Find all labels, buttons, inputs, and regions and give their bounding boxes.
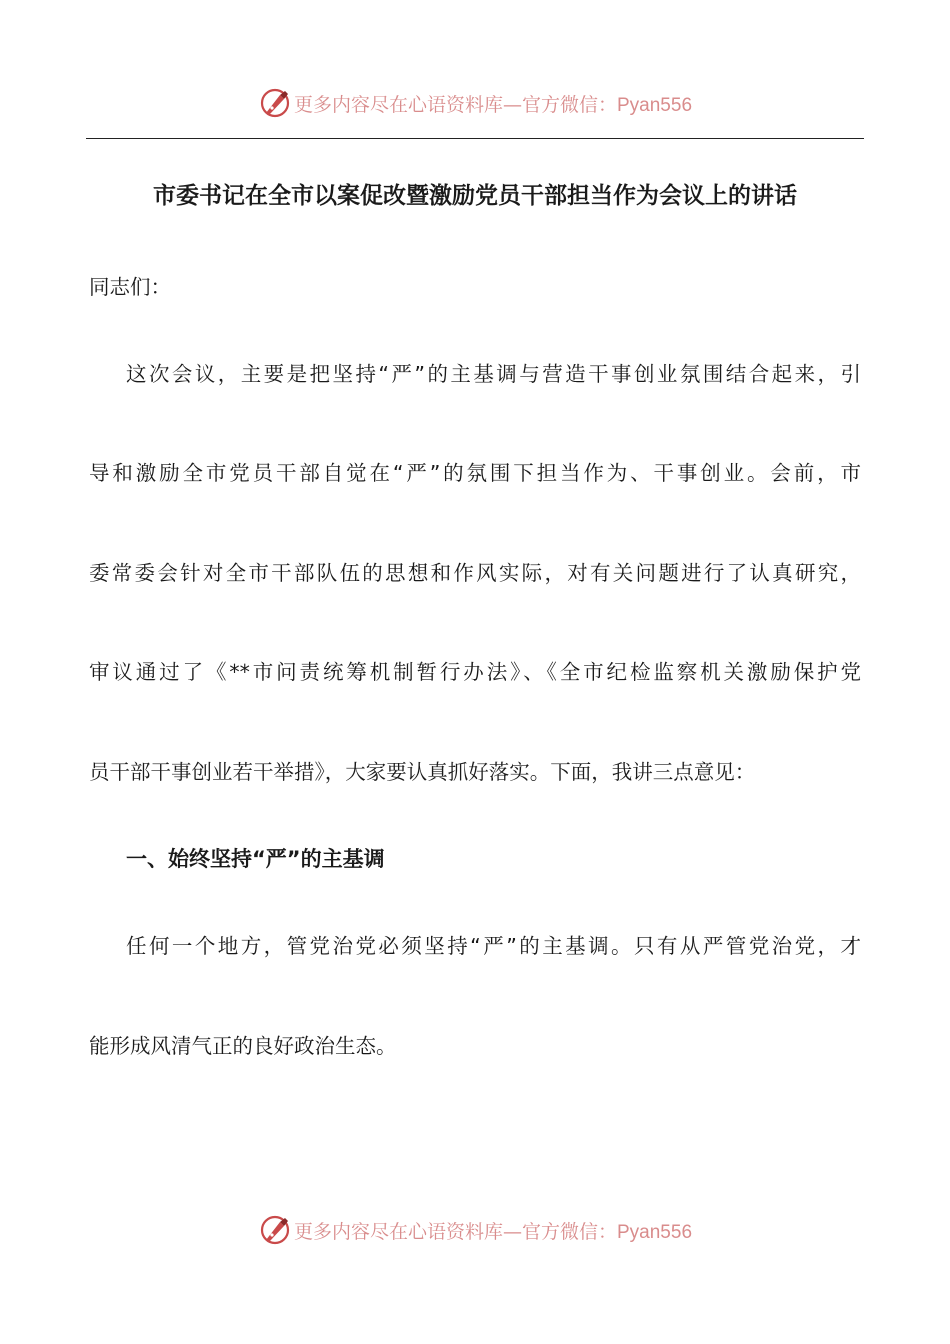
header-divider — [86, 138, 864, 139]
pen-nib-logo-icon — [258, 86, 292, 120]
section-heading-1: 一、始终坚持“严”的主基调 — [126, 847, 385, 871]
paragraph-2-line-2: 能形成风清气正的良好政治生态。 — [89, 1034, 397, 1058]
paragraph-2-line-1: 任何一个地方，管党治党必须坚持“严”的主基调。只有从严管党治党，才 — [126, 934, 861, 958]
pen-nib-logo-icon — [258, 1213, 292, 1247]
document-title: 市委书记在全市以案促改暨激励党员干部担当作为会议上的讲话 — [153, 183, 797, 209]
header-banner — [0, 81, 950, 125]
salutation: 同志们： — [89, 275, 171, 299]
banner-wechat-handle: Pyan556 — [617, 1221, 693, 1243]
banner-text: 更多内容尽在心语资料库—官方微信：Pyan556 — [293, 1220, 693, 1243]
footer-banner — [0, 1208, 950, 1252]
paragraph-1-line-5: 员干部干事创业若干举措》，大家要认真抓好落实。下面，我讲三点意见： — [89, 760, 756, 784]
paragraph-1-line-3: 委常委会针对全市干部队伍的思想和作风实际，对有关问题进行了认真研究， — [89, 561, 861, 585]
paragraph-1-line-1: 这次会议，主要是把坚持“严”的主基调与营造干事创业氛围结合起来，引 — [126, 362, 861, 386]
banner-text: 更多内容尽在心语资料库—官方微信：Pyan556 — [293, 93, 693, 116]
paragraph-1-line-4: 审议通过了《**市问责统筹机制暂行办法》、《全市纪检监察机关激励保护党 — [89, 660, 861, 684]
banner-wechat-handle: Pyan556 — [617, 94, 693, 116]
paragraph-1-line-2: 导和激励全市党员干部自觉在“严”的氛围下担当作为、干事创业。会前，市 — [89, 461, 861, 485]
